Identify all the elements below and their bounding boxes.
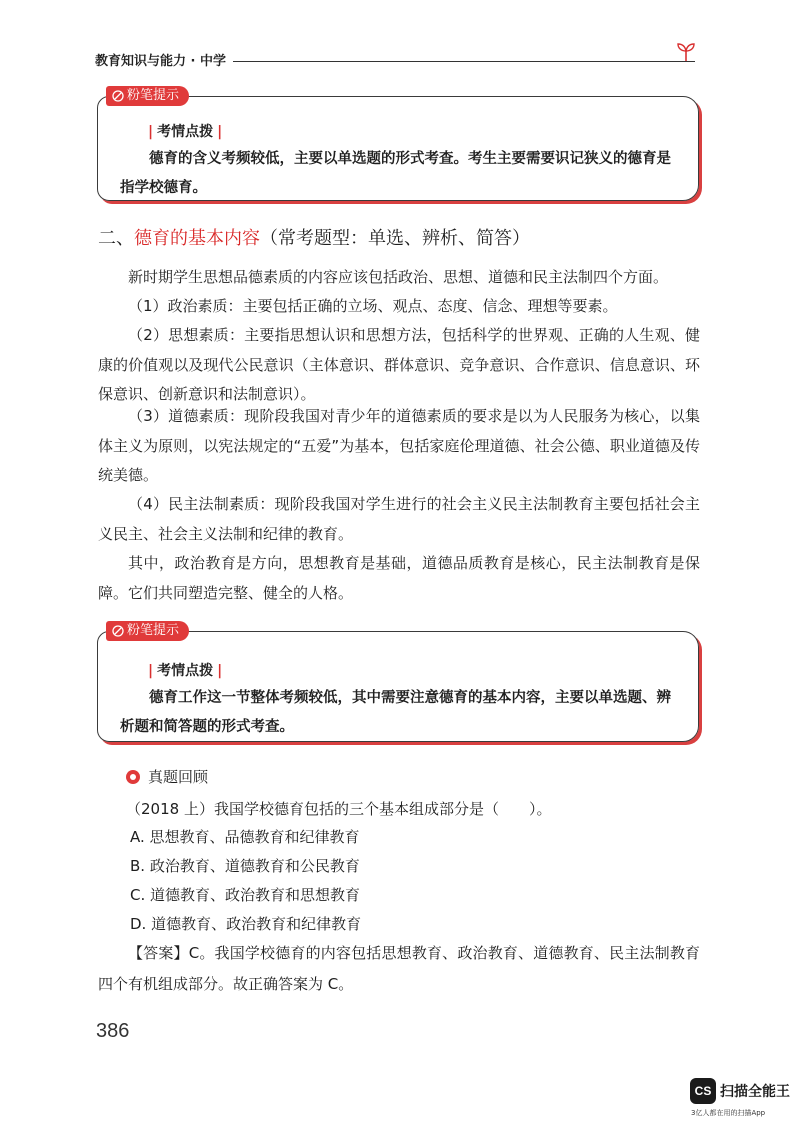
sprout-icon — [675, 40, 697, 62]
header-title: 教育知识与能力 · 中学 — [95, 54, 226, 69]
tip-subtitle-1: | 考情点拨 | — [148, 124, 223, 140]
paragraph-ideological: （2）思想素质：主要指思想认识和思想方法，包括科学的世界观、正确的人生观、健康的价值观以及现代公民意识（主体意识、群体意识、竞争意识、合作意识、信息意识、环保意识、创新意识和法制意识）。 — [98, 326, 700, 403]
question-heading-text: 真题回顾 — [148, 768, 209, 786]
paragraph-summary: 其中，政治教育是方向，思想教育是基础，道德品质教育是核心，民主法制教育是保障。它们共同塑造完整、健全的人格。 — [98, 554, 700, 602]
section-note: （常考题型：单选、辨析、简答） — [260, 228, 530, 249]
question-option: A. 思想教育、品德教育和纪律教育 — [130, 828, 360, 846]
watermark-tagline: 3亿人都在用的扫描App — [691, 1109, 766, 1117]
section-title: 德育的基本内容 — [134, 228, 260, 249]
question-option: D. 道德教育、政治教育和纪律教育 — [130, 915, 362, 933]
tip-box-1 — [97, 88, 699, 201]
question-option: B. 政治教育、道德教育和公民教育 — [130, 857, 360, 875]
section-prefix: 二、 — [98, 228, 134, 249]
watermark-name: 扫描全能王 — [720, 1084, 790, 1100]
camscanner-logo-icon: CS — [690, 1078, 716, 1104]
tip-subtitle-2: | 考情点拨 | — [148, 663, 223, 679]
chalk-icon — [112, 625, 124, 637]
question-heading — [126, 766, 208, 787]
tip-text-2: 德育工作这一节整体考频较低，其中需要注意德育的基本内容，主要以单选题、辨析题和简答题的形式考查。 — [120, 690, 671, 735]
paragraph-legal: （4）民主法制素质：现阶段我国对学生进行的社会主义民主法制教育主要包括社会主义民主、社会主义法制和纪律的教育。 — [98, 495, 700, 543]
tip-tab-1 — [106, 86, 189, 106]
paragraph-political: （1）政治素质：主要包括正确的立场、观点、态度、信念、理想等要素。 — [128, 297, 618, 315]
tip-box-2 — [97, 623, 699, 742]
paragraph-moral: （3）道德素质：现阶段我国对青少年的道德素质的要求是以为人民服务为核心，以集体主义为原则，以宪法规定的“五爱”为基本，包括家庭伦理道德、社会公德、职业道德及传统美德。 — [98, 407, 700, 484]
scanner-watermark — [690, 1078, 800, 1118]
paragraph-intro: 新时期学生思想品德素质的内容应该包括政治、思想、道德和民主法制四个方面。 — [128, 268, 669, 286]
tip-tab-2 — [106, 621, 189, 641]
question-option: C. 道德教育、政治教育和思想教育 — [130, 886, 361, 904]
tip-tab-label: 粉笔提示 — [127, 623, 180, 638]
chalk-icon — [112, 90, 124, 102]
header-rule — [233, 61, 695, 62]
tip-text-1: 德育的含义考频较低，主要以单选题的形式考查。考生主要需要识记狭义的德育是指学校德育。 — [120, 151, 671, 196]
page-number: 386 — [96, 1020, 130, 1042]
gear-badge-icon — [126, 770, 140, 784]
question-stem: （2018 上）我国学校德育包括的三个基本组成部分是（ ）。 — [126, 800, 552, 818]
section-heading — [98, 224, 530, 250]
tip-subtitle-text: 考情点拨 — [157, 124, 214, 140]
tip-tab-label: 粉笔提示 — [127, 88, 180, 103]
running-header — [95, 44, 695, 74]
tip-subtitle-text: 考情点拨 — [157, 663, 214, 679]
question-answer: 【答案】C。我国学校德育的内容包括思想教育、政治教育、道德教育、民主法制教育四个有机组成部分。故正确答案为 C。 — [98, 944, 700, 993]
